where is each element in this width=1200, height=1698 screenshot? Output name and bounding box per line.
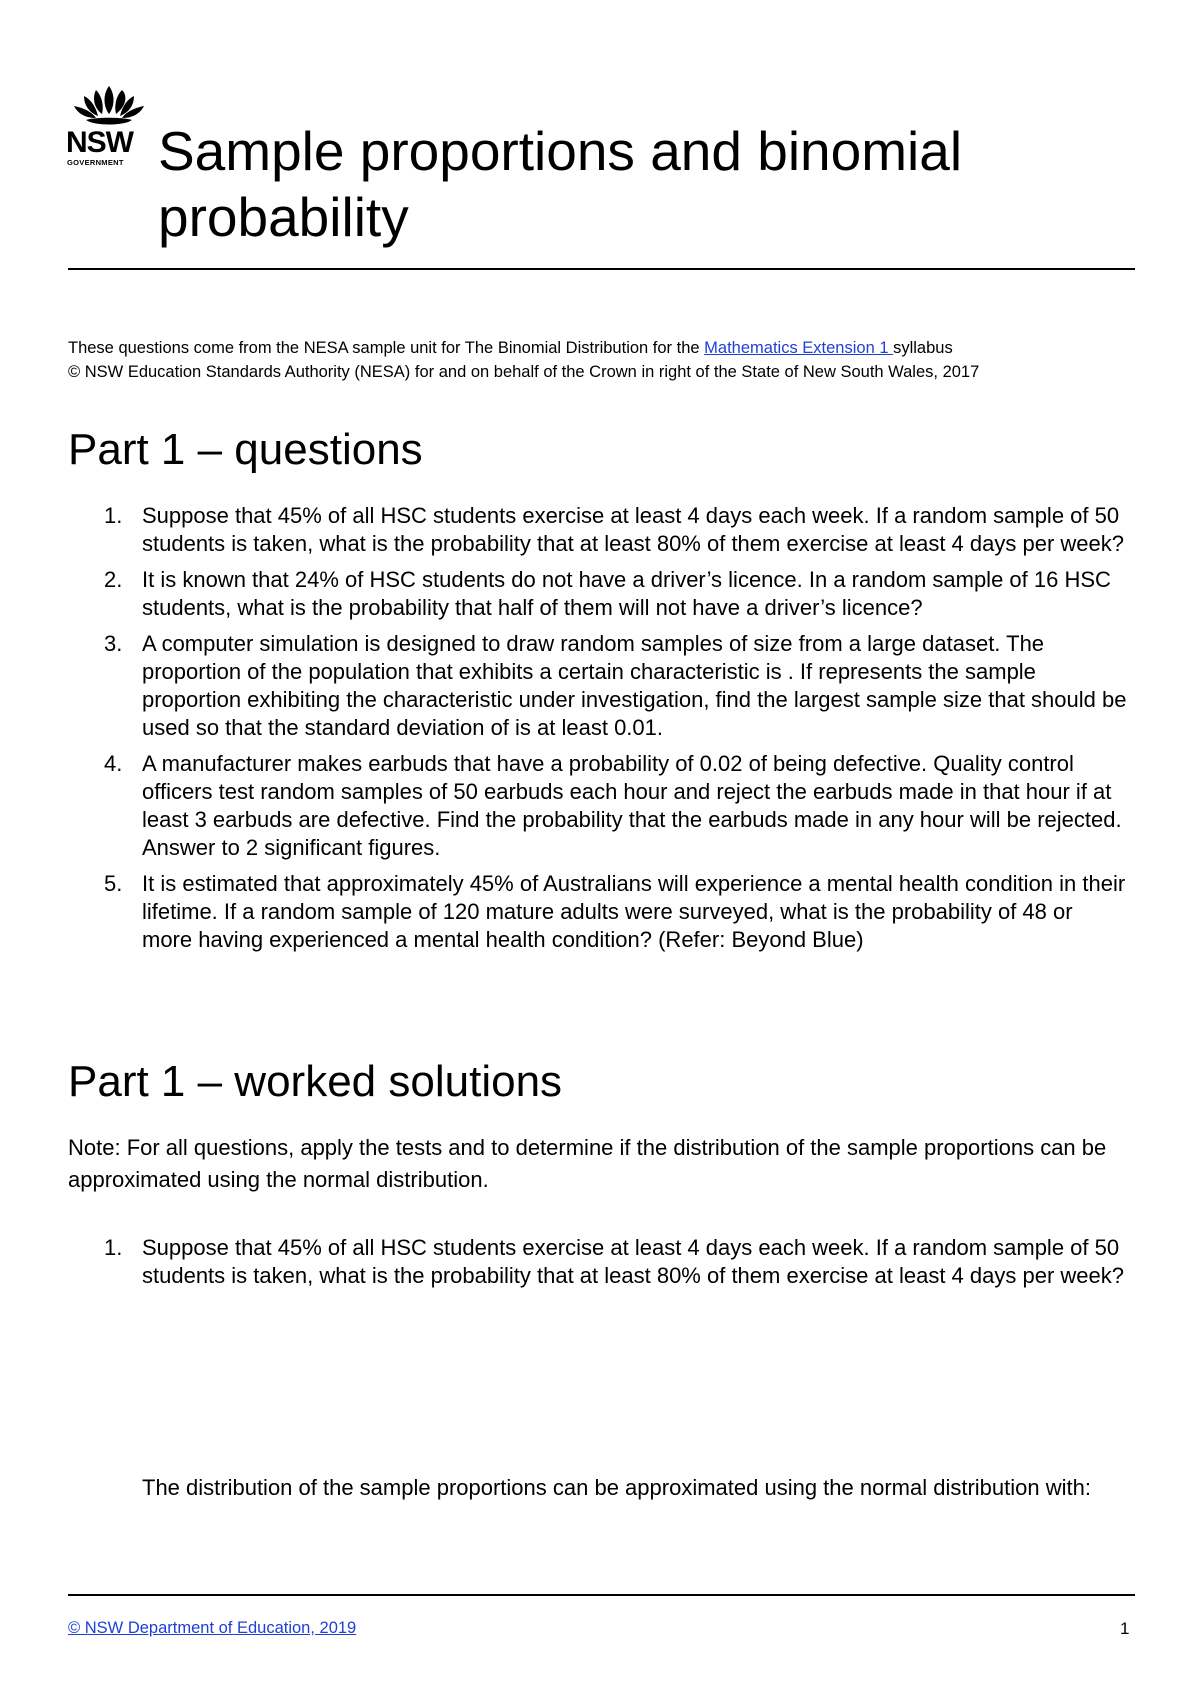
item-text: It is estimated that approximately 45% of Australians will experience a mental health condition in their lifetime. If a random sample of 120 mature adults were surveyed, what is the probability of 48 or more having experienced a mental health condition? (Refer: Beyond Blue)	[142, 871, 1126, 952]
item-number: 3.	[104, 631, 123, 656]
list-item	[68, 502, 1128, 558]
solutions-note: Note: For all questions, apply the tests and to determine if the distribution of the sample proportions can be approximated using the normal distribution.	[68, 1135, 1107, 1192]
syllabus-link[interactable]: Mathematics Extension 1	[704, 339, 894, 357]
source-suffix: syllabus	[893, 339, 953, 357]
page-title: Sample proportions and binomial probability	[158, 120, 963, 248]
list-item	[68, 630, 1128, 742]
list-item	[68, 566, 1128, 622]
source-line	[68, 336, 1148, 360]
footer-divider	[68, 1594, 1135, 1596]
part1-questions-heading: Part 1 – questions	[68, 425, 423, 474]
waratah-icon	[66, 84, 152, 128]
item-number: 2.	[104, 567, 123, 592]
item-number: 1.	[104, 503, 123, 528]
logo-subtitle: GOVERNMENT	[67, 158, 124, 167]
source-prefix: These questions come from the NESA sample unit for The Binomial Distribution for the	[68, 339, 705, 357]
list-item	[68, 870, 1128, 954]
item-number: 5.	[104, 871, 123, 896]
source-note	[68, 336, 1148, 384]
item-text: A computer simulation is designed to draw random samples of size from a large dataset. The proportion of the population that exhibits a certain characteristic is . If represents the sample proportion exhibiting the characteristic under investigation, find the largest sample size that should be used so that the standard deviation of is at least 0.01.	[142, 631, 1127, 740]
item-text: Suppose that 45% of all HSC students exercise at least 4 days each week. If a random sample of 50 students is taken, what is the probability that at least 80% of them exercise at least 4 days per week?	[142, 503, 1124, 556]
page-number: 1	[1120, 1619, 1130, 1638]
footer-copyright-link[interactable]: © NSW Department of Education, 2019	[68, 1619, 357, 1637]
item-number: 4.	[104, 751, 123, 776]
questions-list	[68, 502, 1128, 962]
distribution-text: The distribution of the sample proportions can be approximated using the normal distribution with:	[142, 1475, 1091, 1500]
title-divider	[68, 268, 1135, 270]
item-text: Suppose that 45% of all HSC students exercise at least 4 days each week. If a random sample of 50 students is taken, what is the probability that at least 80% of them exercise at least 4 days per week?	[142, 1235, 1124, 1288]
list-item	[68, 750, 1128, 862]
item-number: 1.	[104, 1235, 123, 1260]
solutions-list	[68, 1234, 1128, 1298]
logo-wordmark: NSW	[66, 126, 133, 159]
item-text: A manufacturer makes earbuds that have a probability of 0.02 of being defective. Quality control officers test random samples of 50 earbuds each hour and reject the earbuds made in that hour if at least 3 earbuds are defective. Find the probability that the earbuds made in any hour will be rejected. Answer to 2 significant figures.	[142, 751, 1122, 860]
copyright-line: © NSW Education Standards Authority (NESA) for and on behalf of the Crown in right of the State of New South Wales, 2017	[68, 363, 980, 381]
nsw-government-logo	[66, 84, 152, 172]
list-item	[68, 1234, 1128, 1290]
part1-solutions-heading: Part 1 – worked solutions	[68, 1057, 563, 1106]
item-text: It is known that 24% of HSC students do not have a driver’s licence. In a random sample of 16 HSC students, what is the probability that half of them will not have a driver’s licence?	[142, 567, 1111, 620]
